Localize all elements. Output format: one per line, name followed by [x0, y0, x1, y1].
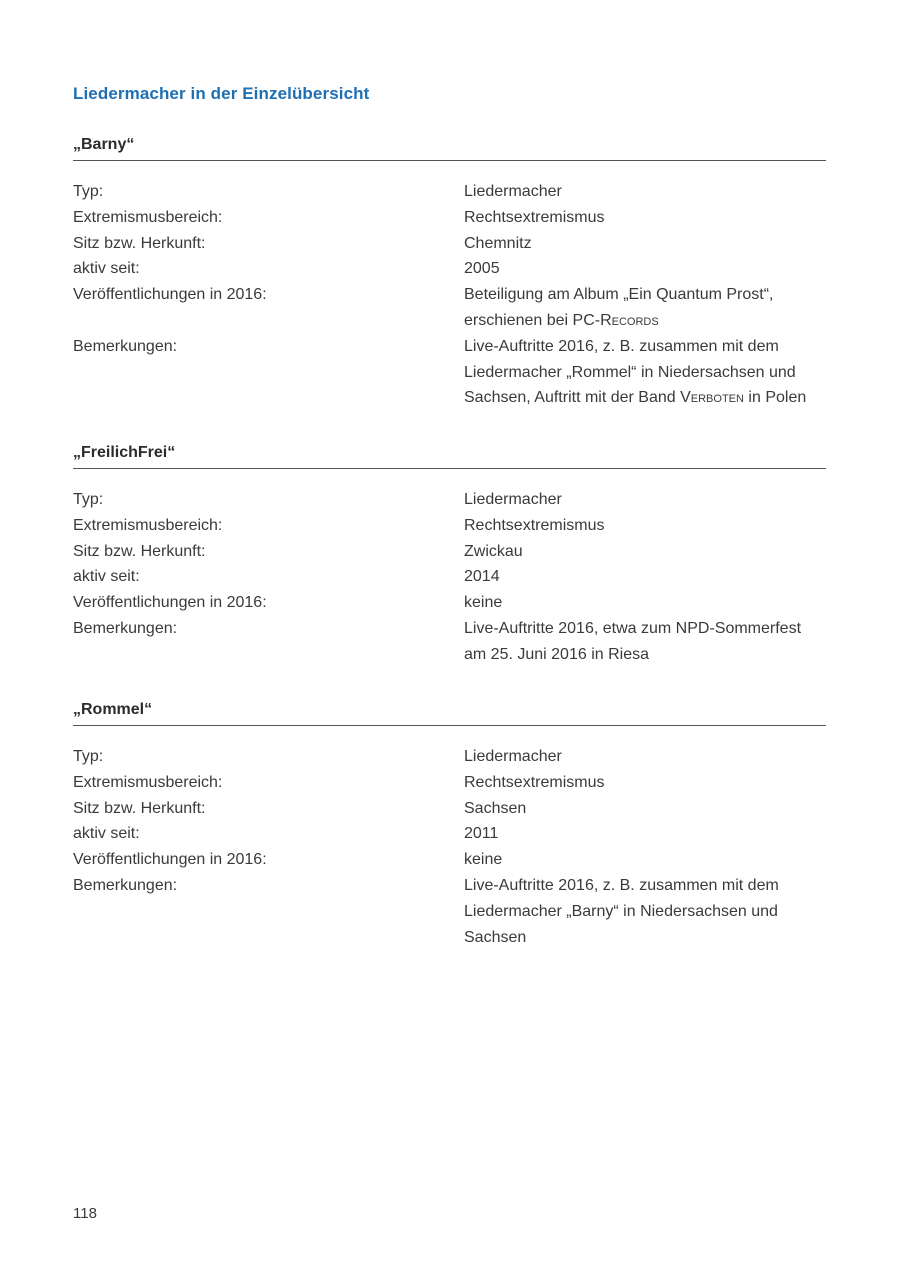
detail-row	[73, 513, 826, 539]
detail-row	[73, 616, 826, 668]
detail-label: Typ:	[73, 748, 104, 765]
entry-barny	[73, 133, 826, 411]
detail-label: aktiv seit:	[73, 568, 140, 586]
detail-value: 2014	[464, 568, 500, 586]
detail-row	[73, 564, 826, 590]
value-text: Live-Auftritte 2016, z. B. zusammen mit dem Liedermacher „Rommel“ in Niedersachsen und Sachsen, Auftritt mit der Band	[464, 337, 796, 407]
detail-label: Bemerkungen:	[73, 337, 178, 355]
detail-value: Rechtsextremismus	[464, 208, 605, 226]
entry-details	[73, 744, 826, 950]
value-text: Beteiligung am Album „Ein Quantum Prost“, erschienen bei PC-	[464, 286, 774, 329]
detail-row	[73, 539, 826, 565]
value-text: in Polen	[743, 389, 807, 407]
detail-label: Extremismusbereich:	[73, 773, 223, 791]
detail-value: 2011	[464, 825, 499, 843]
detail-label: Veröffentlichungen in 2016:	[73, 594, 267, 612]
detail-row	[73, 744, 826, 770]
detail-label: Veröffentlichungen in 2016:	[73, 286, 267, 304]
detail-row	[73, 796, 826, 822]
section-title: Liedermacher in der Einzelübersicht	[73, 84, 370, 103]
detail-label: Veröffentlichungen in 2016:	[73, 851, 267, 869]
detail-label: Typ:	[73, 183, 104, 200]
detail-label: Sitz bzw. Herkunft:	[73, 234, 206, 252]
detail-row	[73, 334, 826, 411]
entry-freilichfrei	[73, 441, 826, 668]
detail-value: Sachsen	[464, 799, 527, 817]
detail-value	[464, 334, 826, 411]
detail-value	[464, 282, 826, 334]
detail-value: Chemnitz	[464, 234, 532, 252]
band-name: Verboten	[680, 389, 744, 407]
detail-row	[73, 873, 826, 950]
detail-label: Typ:	[73, 491, 104, 508]
detail-value: Rechtsextremismus	[464, 516, 605, 534]
detail-value: Liedermacher	[464, 748, 562, 765]
detail-value: keine	[464, 594, 503, 612]
entry-title: „Barny“	[73, 133, 826, 161]
detail-label: Extremismusbereich:	[73, 516, 223, 534]
entry-rommel	[73, 698, 826, 950]
detail-row	[73, 590, 826, 616]
detail-row	[73, 179, 826, 205]
detail-row	[73, 231, 826, 257]
page-number: 118	[73, 1205, 97, 1222]
detail-value: Zwickau	[464, 542, 523, 560]
detail-row	[73, 487, 826, 513]
detail-row	[73, 256, 826, 282]
detail-row	[73, 770, 826, 796]
detail-value: keine	[464, 851, 503, 869]
detail-value: Rechtsextremismus	[464, 773, 605, 791]
detail-label: Extremismusbereich:	[73, 208, 223, 226]
detail-value: Liedermacher	[464, 491, 562, 508]
detail-value: Live-Auftritte 2016, z. B. zusammen mit dem Liedermacher „Barny“ in Niedersachsen und Sachsen	[464, 876, 779, 946]
detail-row	[73, 282, 826, 334]
entry-title: „Rommel“	[73, 698, 826, 726]
entry-title: „FreilichFrei“	[73, 441, 826, 469]
entry-details	[73, 179, 826, 411]
entry-details	[73, 487, 826, 668]
detail-label: Sitz bzw. Herkunft:	[73, 542, 206, 560]
detail-label: Sitz bzw. Herkunft:	[73, 799, 206, 817]
detail-label: aktiv seit:	[73, 825, 140, 843]
detail-value: Liedermacher	[464, 183, 562, 200]
document-page	[73, 0, 826, 1276]
detail-label: Bemerkungen:	[73, 876, 178, 894]
detail-value: Live-Auftritte 2016, etwa zum NPD-Sommerfest am 25. Juni 2016 in Riesa	[464, 619, 802, 663]
label-name: Records	[600, 311, 659, 329]
detail-row	[73, 847, 826, 873]
detail-value: 2005	[464, 260, 500, 278]
detail-label: aktiv seit:	[73, 260, 140, 278]
detail-row	[73, 821, 826, 847]
detail-label: Bemerkungen:	[73, 619, 178, 637]
detail-row	[73, 205, 826, 231]
